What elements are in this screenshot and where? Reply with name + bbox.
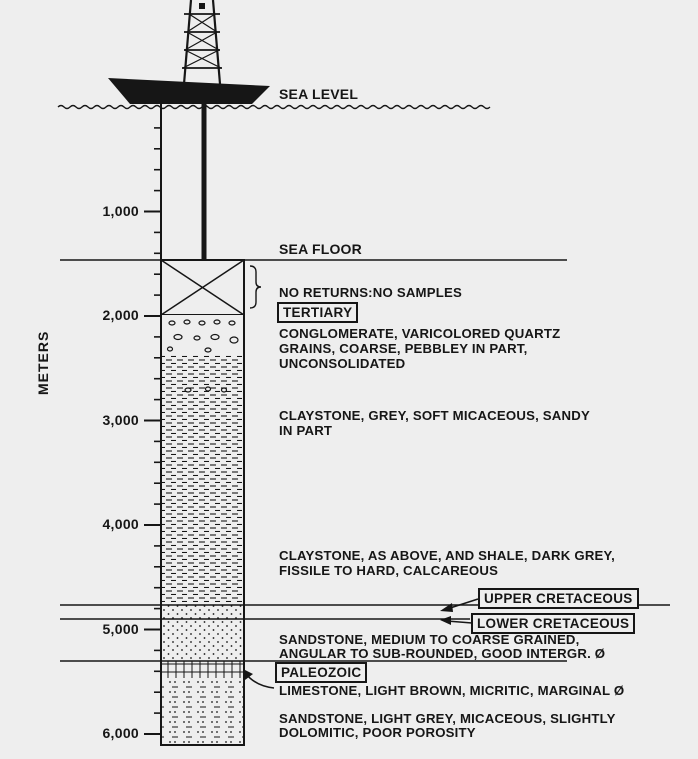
sea-floor-label: SEA FLOOR bbox=[279, 241, 362, 257]
sandstone2-desc-line2: DOLOMITIC, POOR POROSITY bbox=[279, 725, 476, 740]
tertiary-claystone-zone bbox=[161, 355, 244, 605]
conglomerate-desc-line1: CONGLOMERATE, VARICOLORED QUARTZ bbox=[279, 326, 561, 341]
sea-level-label: SEA LEVEL bbox=[279, 86, 359, 102]
tick-label: 2,000 bbox=[102, 307, 139, 323]
lower-cretaceous-zone bbox=[161, 619, 244, 661]
paleozoic-sandstone-zone bbox=[161, 678, 244, 745]
sea-level-line bbox=[58, 106, 490, 109]
limestone-desc: LIMESTONE, LIGHT BROWN, MICRITIC, MARGINAL Ø bbox=[279, 683, 625, 698]
no-returns-label: NO RETURNS:NO SAMPLES bbox=[279, 285, 462, 300]
no-returns-brace bbox=[250, 266, 261, 308]
upper-cretaceous-zone bbox=[161, 605, 244, 619]
claystone1-desc-line1: CLAYSTONE, GREY, SOFT MICACEOUS, SANDY bbox=[279, 408, 590, 423]
unit-upper-cretaceous: UPPER CRETACEOUS bbox=[478, 588, 639, 609]
sandstone1-desc-line1: SANDSTONE, MEDIUM TO COARSE GRAINED, bbox=[279, 632, 580, 647]
tick-label: 5,000 bbox=[102, 620, 139, 637]
unit-lower-cretaceous: LOWER CRETACEOUS bbox=[471, 613, 635, 634]
drilling-rig-icon bbox=[108, 0, 270, 104]
tick-label: 4,000 bbox=[102, 516, 139, 532]
claystone2-desc-line1: CLAYSTONE, AS ABOVE, AND SHALE, DARK GREY, bbox=[279, 548, 615, 563]
lithology-column bbox=[161, 260, 244, 745]
limestone-zone bbox=[161, 661, 244, 678]
claystone1-desc-line2: IN PART bbox=[279, 423, 333, 438]
claystone2-desc-line2: FISSILE TO HARD, CALCAREOUS bbox=[279, 563, 499, 578]
tick-label: 3,000 bbox=[102, 411, 139, 428]
conglomerate-desc-line2: GRAINS, COARSE, PEBBLEY IN PART, bbox=[279, 341, 528, 356]
unit-tertiary: TERTIARY bbox=[277, 302, 358, 323]
sandstone1-desc-line2: ANGULAR TO SUB-ROUNDED, GOOD INTERGR. Ø bbox=[279, 646, 606, 661]
arrow-lower-cretaceous bbox=[440, 616, 472, 625]
sandstone2-desc-line1: SANDSTONE, LIGHT GREY, MICACEOUS, SLIGHTLY bbox=[279, 711, 616, 726]
arrow-limestone bbox=[243, 669, 274, 688]
depth-axis-major-ticks bbox=[144, 212, 161, 735]
unit-paleozoic: PALEOZOIC bbox=[275, 662, 367, 683]
conglomerate-desc-line3: UNCONSOLIDATED bbox=[279, 356, 406, 371]
tick-label: 6,000 bbox=[102, 725, 139, 741]
tick-label: 1,000 bbox=[102, 202, 139, 219]
depth-axis-label: METERS bbox=[35, 330, 51, 395]
